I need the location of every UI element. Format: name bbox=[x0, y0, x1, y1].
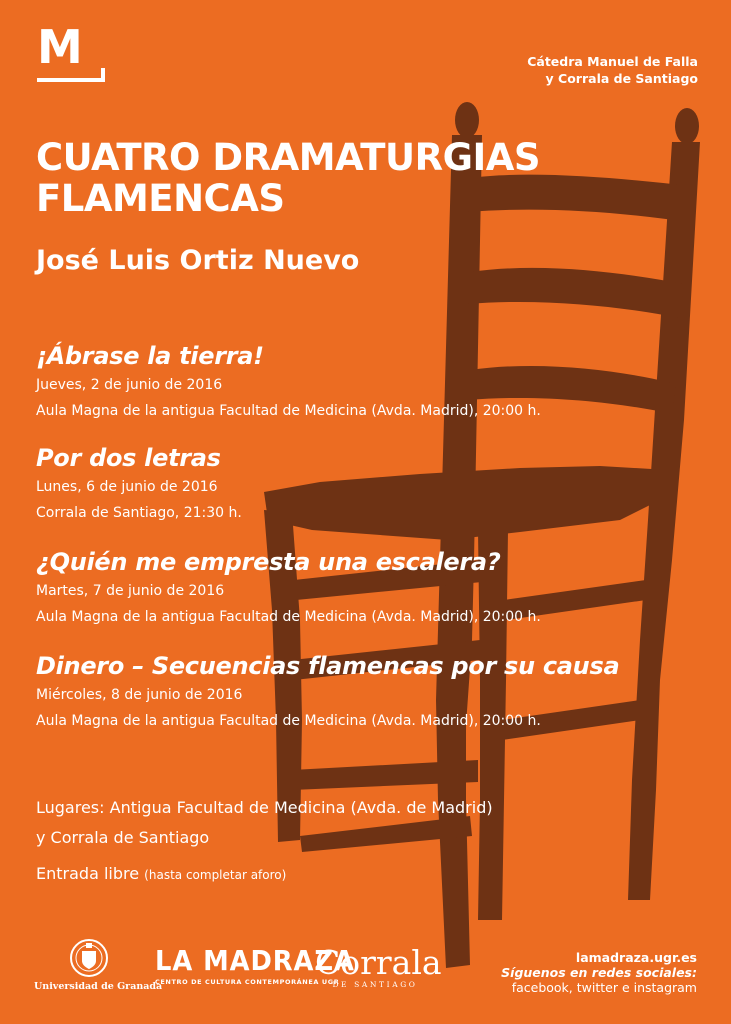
ugr-logo bbox=[34, 937, 163, 997]
event-place: Aula Magna de la antigua Facultad de Medicina (Avda. Madrid), 20:00 h. bbox=[36, 609, 541, 625]
event-name: Por dos letras bbox=[36, 444, 221, 472]
event-date: Miércoles, 8 de junio de 2016 bbox=[36, 687, 243, 703]
event-item bbox=[36, 342, 541, 420]
corrala-name: Corrala bbox=[315, 943, 442, 982]
logo-letter: M bbox=[37, 20, 82, 74]
entry-info bbox=[36, 863, 286, 886]
venues-line-2: y Corrala de Santiago bbox=[36, 828, 210, 847]
logo-bracket bbox=[37, 68, 105, 82]
entry-main: Entrada libre bbox=[36, 864, 140, 883]
corrala-logo bbox=[315, 943, 442, 989]
venues-line-1: Lugares: Antigua Facultad de Medicina (Avda. de Madrid) bbox=[36, 798, 493, 817]
title-line-1: CUATRO DRAMATURGIAS bbox=[36, 136, 541, 179]
madraza-subtitle: CENTRO DE CULTURA CONTEMPORÁNEA UGR bbox=[155, 978, 340, 986]
social-list: facebook, twitter e instagram bbox=[511, 980, 697, 995]
event-date: Lunes, 6 de junio de 2016 bbox=[36, 479, 218, 495]
event-date: Jueves, 2 de junio de 2016 bbox=[36, 377, 223, 393]
university-crest-icon bbox=[69, 937, 109, 979]
event-place: Corrala de Santiago, 21:30 h. bbox=[36, 505, 242, 521]
poster-title bbox=[36, 137, 540, 219]
event-place: Aula Magna de la antigua Facultad de Medicina (Avda. Madrid), 20:00 h. bbox=[36, 403, 541, 419]
organizer-text bbox=[527, 53, 698, 87]
event-item bbox=[36, 652, 619, 730]
author-name: José Luis Ortiz Nuevo bbox=[36, 245, 360, 276]
social-heading: Síguenos en redes sociales: bbox=[501, 965, 697, 980]
entry-note: (hasta completar aforo) bbox=[144, 868, 287, 882]
event-item bbox=[36, 444, 242, 522]
ugr-name: Universidad de Granada bbox=[34, 981, 163, 992]
footer-contact bbox=[501, 950, 697, 995]
website-link[interactable]: lamadraza.ugr.es bbox=[575, 950, 697, 965]
event-name: ¿Quién me empresta una escalera? bbox=[36, 548, 501, 576]
event-name: ¡Ábrase la tierra! bbox=[36, 342, 264, 370]
event-item bbox=[36, 548, 541, 626]
event-date: Martes, 7 de junio de 2016 bbox=[36, 583, 225, 599]
venues-info bbox=[36, 793, 493, 853]
madraza-m-logo bbox=[37, 20, 107, 86]
event-name: Dinero – Secuencias flamencas por su causa bbox=[36, 652, 620, 680]
organizer-line-2: y Corrala de Santiago bbox=[545, 71, 698, 86]
event-place: Aula Magna de la antigua Facultad de Medicina (Avda. Madrid), 20:00 h. bbox=[36, 713, 541, 729]
corrala-subtitle: DE SANTIAGO bbox=[332, 980, 418, 989]
madraza-name: LA MADRAZA bbox=[155, 944, 355, 977]
title-line-2: FLAMENCAS bbox=[36, 177, 285, 220]
organizer-line-1: Cátedra Manuel de Falla bbox=[527, 54, 698, 69]
